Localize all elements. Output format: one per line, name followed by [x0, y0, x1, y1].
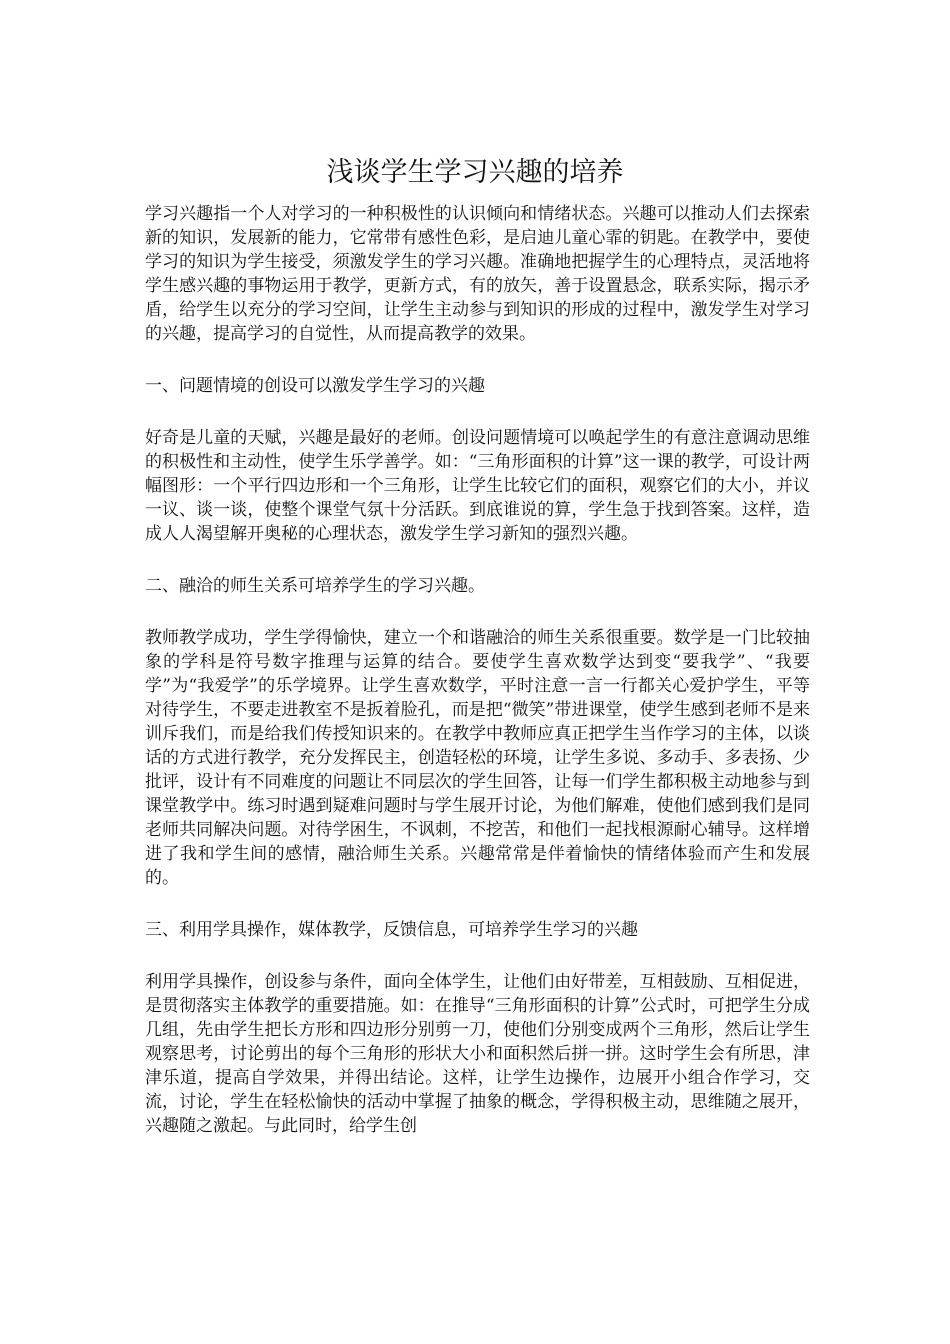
intro-paragraph: 学习兴趣指一个人对学习的一种积极性的认识倾向和情绪状态。兴趣可以推动人们去探索新的知识，发展新的能力，它常带有感性色彩，是启迪儿童心霏的钥匙。在教学中，要使学习的知识为学生接受，须激发学生的学习兴趣。准确地把握学生的心理特点，灵活地将学生感兴趣的事物运用于教学，更新方式，有的放矢，善于设置悬念，联系实际，揭示矛盾，给学生以充分的学习空间，让学生主动参与到知识的形成的过程中，激发学生对学习的兴趣，提高学习的自觉性，从而提高教学的效果。 [145, 204, 810, 344]
document-title: 浅谈学生学习兴趣的培养 [326, 157, 624, 188]
section-1-heading: 一、问题情境的创设可以激发学生学习的兴趣 [145, 376, 485, 396]
section-1-paragraph: 好奇是儿童的天赋，兴趣是最好的老师。创设问题情境可以唤起学生的有意注意调动思维的积极性和主动性，使学生乐学善学。如：“三角形面积的计算”这一课的教学，可设计两幅图形：一个平行四边形和一个三角形，让学生比较它们的面积，观察它们的大小，并议一议、谈一谈，使整个课堂气氛十分活跃。到底谁说的算，学生急于找到答案。这样，造成人人渴望解开奥秘的心理状态，激发学生学习新知的强烈兴趣。 [145, 428, 810, 544]
section-3-heading: 三、利用学具操作，媒体教学，反馈信息，可培养学生学习的兴趣 [145, 920, 638, 940]
document-body [145, 202, 810, 1138]
section-2-paragraph: 教师教学成功，学生学得愉快，建立一个和谐融洽的师生关系很重要。数学是一门比较抽象的学科是符号数字推理与运算的结合。要使学生喜欢数学达到变“要我学”、“我要学”为“我爱学”的乐学境界。让学生喜欢数学，平时注意一言一行都关心爱护学生，平等对待学生，不要走进教室不是扳着脸孔，而是把“微笑”带进课堂，使学生感到老师不是来训斥我们，而是给我们传授知识来的。在教学中教师应真正把学生当作学习的主体，以谈话的方式进行教学，充分发挥民主，创造轻松的环境，让学生多说、多动手、多表扬、少批评，设计有不同难度的问题让不同层次的学生回答，让每一们学生都积极主动地参与到课堂教学中。练习时遇到疑难问题时与学生展开讨论，为他们解难，使他们感到我们是同老师共同解决问题。对待学困生，不讽刺，不挖苦，和他们一起找根源耐心辅导。这样增进了我和学生间的感情，融洽师生关系。兴趣常常是伴着愉快的情绪体验而产生和发展的。 [145, 628, 810, 888]
section-2-heading: 二、融洽的师生关系可培养学生的学习兴趣。 [145, 576, 485, 596]
section-3-paragraph: 利用学具操作，创设参与条件，面向全体学生，让他们由好带差，互相鼓励、互相促进，是贯彻落实主体教学的重要措施。如：在推导“三角形面积的计算”公式时，可把学生分成几组，先由学生把长方形和四边形分别剪一刀，使他们分别变成两个三角形，然后让学生观察思考，讨论剪出的每个三角形的形状大小和面积然后拼一拼。这时学生会有所思，津津乐道，提高自学效果，并得出结论。这样，让学生边操作，边展开小组合作学习，交流，讨论，学生在轻松愉快的活动中掌握了抽象的概念，学得积极主动，思维随之展开，兴趣随之激起。与此同时，给学生创 [145, 972, 810, 1136]
